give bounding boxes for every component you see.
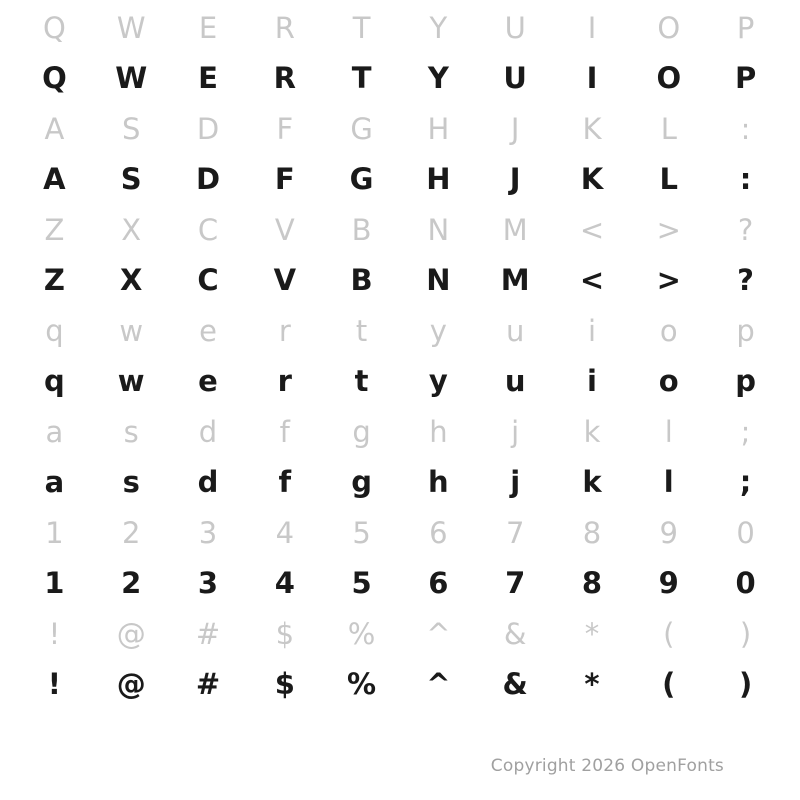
glyph-cell: L bbox=[660, 111, 677, 146]
glyph-cell: N bbox=[427, 212, 450, 247]
glyph-cell: ! bbox=[47, 667, 62, 701]
glyph-cell: < bbox=[579, 212, 605, 247]
glyph-cell: 5 bbox=[352, 515, 371, 550]
glyph-cell: A bbox=[43, 162, 66, 196]
glyph-cell: Q bbox=[42, 61, 67, 95]
glyph-cell: q bbox=[44, 364, 65, 398]
glyph-cell: i bbox=[587, 313, 596, 348]
glyph-cell: & bbox=[502, 667, 528, 701]
glyph-cell: X bbox=[121, 212, 142, 247]
glyph-cell: K bbox=[580, 162, 604, 196]
glyph-row-light bbox=[0, 509, 800, 557]
glyph-cell: p bbox=[736, 313, 755, 348]
glyph-cell: U bbox=[503, 61, 527, 95]
glyph-cell: r bbox=[277, 364, 292, 398]
glyph-cell: 8 bbox=[581, 566, 603, 600]
glyph-cell: J bbox=[510, 111, 520, 146]
glyph-cell: E bbox=[198, 61, 218, 95]
glyph-cell: < bbox=[579, 263, 605, 297]
glyph-cell: I bbox=[586, 61, 598, 95]
glyph-cell: : bbox=[739, 162, 752, 196]
glyph-cell: 6 bbox=[429, 515, 448, 550]
glyph-cell: S bbox=[121, 111, 141, 146]
glyph-cell: j bbox=[510, 465, 521, 499]
glyph-cell: h bbox=[428, 465, 449, 499]
glyph-cell: 3 bbox=[197, 566, 219, 600]
glyph-cell: j bbox=[511, 414, 520, 449]
glyph-cell: h bbox=[429, 414, 448, 449]
glyph-cell: g bbox=[352, 414, 371, 449]
glyph-cell: w bbox=[119, 313, 144, 348]
glyph-cell: w bbox=[117, 364, 145, 398]
glyph-cell: Y bbox=[427, 61, 449, 95]
glyph-cell: 9 bbox=[658, 566, 679, 600]
glyph-cell: N bbox=[426, 263, 451, 297]
glyph-cell: f bbox=[279, 414, 290, 449]
glyph-cell: H bbox=[427, 111, 450, 146]
glyph-cell: 2 bbox=[121, 566, 142, 600]
glyph-cell: S bbox=[120, 162, 142, 196]
glyph-cell: U bbox=[504, 10, 526, 45]
glyph-cell: V bbox=[273, 263, 297, 297]
glyph-cell: G bbox=[349, 162, 374, 196]
glyph-cell: P bbox=[736, 10, 755, 45]
glyph-cell: B bbox=[350, 263, 373, 297]
glyph-cell: % bbox=[347, 616, 376, 651]
glyph-row-light bbox=[0, 4, 800, 52]
glyph-cell: k bbox=[583, 414, 601, 449]
glyph-cell: 0 bbox=[736, 515, 755, 550]
glyph-cell: W bbox=[116, 10, 146, 45]
glyph-cell: G bbox=[350, 111, 373, 146]
glyph-cell: 9 bbox=[659, 515, 678, 550]
glyph-cell: 1 bbox=[45, 515, 64, 550]
glyph-row-bold bbox=[0, 658, 800, 711]
glyph-cell: A bbox=[44, 111, 65, 146]
glyph-cell: 5 bbox=[351, 566, 372, 600]
glyph-row-bold bbox=[0, 153, 800, 206]
glyph-cell: # bbox=[195, 616, 221, 651]
glyph-cell: * bbox=[584, 667, 600, 701]
glyph-row-bold bbox=[0, 557, 800, 610]
glyph-cell: R bbox=[274, 10, 295, 45]
glyph-row-bold bbox=[0, 355, 800, 408]
glyph-cell: t bbox=[355, 313, 368, 348]
copyright-notice: Copyright 2026 OpenFonts bbox=[490, 756, 724, 776]
glyph-cell: ! bbox=[48, 616, 61, 651]
glyph-cell: X bbox=[120, 263, 143, 297]
glyph-cell: T bbox=[351, 61, 372, 95]
glyph-cell: @ bbox=[116, 667, 146, 701]
glyph-row-light bbox=[0, 105, 800, 153]
glyph-cell: ; bbox=[739, 465, 752, 499]
glyph-cell: q bbox=[45, 313, 64, 348]
glyph-cell: @ bbox=[116, 616, 146, 651]
glyph-cell: : bbox=[740, 111, 751, 146]
glyph-cell: u bbox=[504, 364, 526, 398]
glyph-cell: D bbox=[196, 111, 220, 146]
glyph-cell: E bbox=[198, 10, 218, 45]
glyph-cell: e bbox=[198, 364, 218, 398]
glyph-cell: l bbox=[663, 465, 674, 499]
glyph-cell: M bbox=[500, 263, 530, 297]
glyph-cell: V bbox=[274, 212, 295, 247]
glyph-cell: d bbox=[197, 465, 219, 499]
glyph-cell: $ bbox=[274, 667, 295, 701]
glyph-cell: I bbox=[587, 10, 597, 45]
glyph-cell: ^ bbox=[426, 616, 451, 651]
glyph-row-bold bbox=[0, 254, 800, 307]
glyph-cell: a bbox=[44, 465, 65, 499]
glyph-cell: u bbox=[505, 313, 525, 348]
glyph-cell: Q bbox=[42, 10, 66, 45]
glyph-cell: W bbox=[115, 61, 148, 95]
glyph-cell: Z bbox=[43, 263, 65, 297]
glyph-cell: C bbox=[197, 212, 219, 247]
glyph-cell: * bbox=[584, 616, 600, 651]
glyph-cell: k bbox=[582, 465, 602, 499]
glyph-cell: M bbox=[502, 212, 528, 247]
glyph-cell: 7 bbox=[505, 515, 525, 550]
glyph-cell: s bbox=[122, 465, 140, 499]
glyph-cell: y bbox=[429, 313, 447, 348]
glyph-cell: O bbox=[656, 61, 682, 95]
glyph-cell: r bbox=[278, 313, 291, 348]
glyph-cell: 6 bbox=[428, 566, 449, 600]
glyph-cell: % bbox=[347, 667, 377, 701]
glyph-cell: Z bbox=[44, 212, 65, 247]
glyph-cell: ) bbox=[738, 667, 753, 701]
glyph-row-light bbox=[0, 408, 800, 456]
glyph-cell: 2 bbox=[121, 515, 141, 550]
glyph-cell: s bbox=[123, 414, 139, 449]
glyph-row-bold bbox=[0, 52, 800, 105]
glyph-row-light bbox=[0, 610, 800, 658]
glyph-cell: R bbox=[273, 61, 296, 95]
glyph-cell: J bbox=[509, 162, 521, 196]
glyph-cell: p bbox=[735, 364, 756, 398]
glyph-cell: 3 bbox=[198, 515, 218, 550]
glyph-cell: O bbox=[657, 10, 681, 45]
glyph-cell: ^ bbox=[426, 667, 451, 701]
glyph-cell: T bbox=[352, 10, 371, 45]
glyph-cell: # bbox=[195, 667, 221, 701]
glyph-cell: f bbox=[278, 465, 292, 499]
glyph-cell: 1 bbox=[44, 566, 65, 600]
glyph-cell: ( bbox=[662, 667, 676, 701]
glyph-row-bold bbox=[0, 456, 800, 509]
glyph-cell: 7 bbox=[505, 566, 526, 600]
glyph-cell: D bbox=[195, 162, 221, 196]
glyph-cell: 0 bbox=[735, 566, 756, 600]
glyph-cell: ? bbox=[737, 263, 754, 297]
glyph-cell: y bbox=[428, 364, 448, 398]
glyph-cell: d bbox=[198, 414, 218, 449]
glyph-cell: ? bbox=[737, 212, 754, 247]
glyph-cell: ) bbox=[739, 616, 752, 651]
glyph-cell: l bbox=[664, 414, 673, 449]
glyph-cell: o bbox=[658, 364, 679, 398]
glyph-cell: B bbox=[351, 212, 372, 247]
glyph-cell: $ bbox=[275, 616, 295, 651]
glyph-cell: K bbox=[582, 111, 602, 146]
glyph-cell: 4 bbox=[274, 566, 295, 600]
glyph-row-light bbox=[0, 307, 800, 355]
glyph-cell: a bbox=[45, 414, 64, 449]
glyph-row-light bbox=[0, 206, 800, 254]
glyph-cell: 4 bbox=[275, 515, 295, 550]
glyph-cell: F bbox=[274, 162, 295, 196]
glyph-cell: o bbox=[659, 313, 678, 348]
glyph-cell: Y bbox=[429, 10, 448, 45]
glyph-cell: H bbox=[426, 162, 451, 196]
glyph-cell: L bbox=[659, 162, 679, 196]
glyph-cell: e bbox=[199, 313, 217, 348]
glyph-cell: 8 bbox=[582, 515, 602, 550]
glyph-cell: > bbox=[656, 263, 681, 297]
glyph-cell: t bbox=[354, 364, 369, 398]
glyph-cell: ; bbox=[740, 414, 751, 449]
glyph-cell: F bbox=[276, 111, 294, 146]
glyph-cell: ( bbox=[663, 616, 675, 651]
glyph-cell: C bbox=[197, 263, 219, 297]
glyph-cell: & bbox=[503, 616, 527, 651]
glyph-cell: P bbox=[734, 61, 757, 95]
glyph-cell: > bbox=[656, 212, 681, 247]
glyph-cell: g bbox=[351, 465, 372, 499]
glyph-cell: i bbox=[587, 364, 597, 398]
